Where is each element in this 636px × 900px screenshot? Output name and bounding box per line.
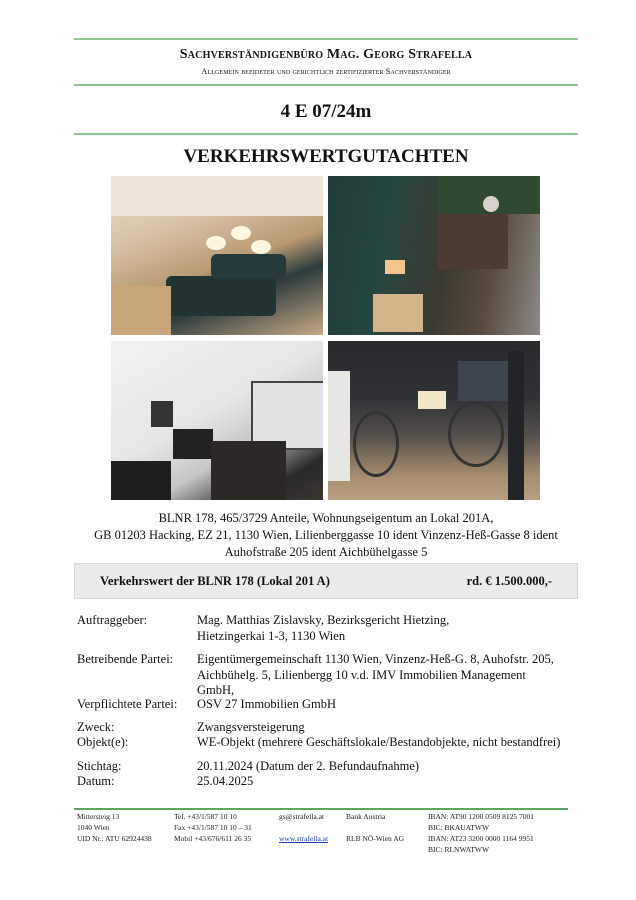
footer-bank1-bic: BIC: BKAUATWW: [428, 823, 490, 832]
date-label: Datum:: [77, 774, 115, 788]
plaintiff-line1: Eigentümergemeinschaft 1130 Wien, Vinzenz-Heß-G. 8, Auhofstr. 205,: [197, 652, 554, 666]
footer-mobile: Mobil +43/676/611 26 35: [174, 834, 252, 843]
property-description-line1: BLNR 178, 465/3729 Anteile, Wohnungseigentum an Lokal 201A,: [158, 511, 494, 525]
footer-bank1-iban: IBAN: AT90 1200 0509 8125 7001: [428, 812, 535, 821]
footer-bank-details: [428, 811, 534, 855]
client-line2: Hietzingerkai 1-3, 1130 Wien: [197, 628, 346, 643]
footer-city: 1040 Wien: [77, 823, 110, 832]
footer-bank1-name: Bank Austria: [346, 812, 386, 821]
info-defendant: [77, 697, 577, 713]
valuation-date-value: 20.11.2024 (Datum der 2. Befundaufnahme): [197, 759, 420, 773]
footer-fax: Fax +43/1/587 10 10 – 31: [174, 823, 252, 832]
client-line1: Mag. Matthias Zislavsky, Bezirksgericht Hietzing,: [197, 613, 450, 627]
case-number: 4 E 07/24m: [280, 101, 372, 122]
object-value: WE-Objekt (mehrere Geschäftslokale/Bestandobjekte, nicht bestandfrei): [197, 735, 561, 749]
footer-contact: [279, 811, 328, 844]
footer-bank2-iban: IBAN: AT23 3200 0000 1164 9951: [428, 834, 534, 843]
firm-name: Sachverständigenbüro Mag. Georg Strafella: [179, 47, 473, 62]
property-description-line3: Auhofstraße 205 ident Aichbühelgasse 5: [224, 545, 428, 559]
plaintiff-line3: GmbH,: [197, 683, 235, 697]
value-summary-amount: rd. € 1.500.000,-: [466, 574, 552, 588]
info-object: [77, 735, 577, 751]
purpose-value: Zwangsversteigerung: [197, 720, 305, 734]
header-bottom-rule: [74, 84, 578, 86]
property-description-line2: GB 01203 Hacking, EZ 21, 1130 Wien, Lilienberggasse 10 ident Vinzenz-Heß-Gasse 8 ident: [94, 528, 558, 542]
footer-tel: Tel. +43/1/587 10 10: [174, 812, 237, 821]
top-rule: [74, 38, 578, 40]
dark-green-lounge-photo: [328, 176, 540, 335]
plaintiff-label: Betreibende Partei:: [77, 652, 174, 666]
info-plaintiff: [77, 652, 577, 700]
footer-bank2-bic: BIC: RLNWATWW: [428, 845, 490, 854]
object-label: Objekt(e):: [77, 735, 129, 749]
property-description: [74, 510, 578, 561]
footer-address: [77, 811, 152, 844]
purpose-label: Zweck:: [77, 720, 115, 734]
footer-email: gs@strafella.at: [279, 812, 325, 821]
valuation-date-label: Stichtag:: [77, 759, 122, 773]
info-client: [77, 613, 577, 645]
footer-banks: [346, 811, 404, 844]
plaintiff-line2: Aichbühelg. 5, Lilienbergg 10 v.d. IMV Immobilien Management: [197, 667, 526, 682]
footer-rule: [74, 808, 568, 810]
footer-uid: UID Nr.: ATU 62924438: [77, 834, 152, 843]
white-office-photo: [111, 341, 323, 500]
firm-subtitle: Allgemein beeideter und gerichtlich zertifizierter Sachverständiger: [201, 66, 451, 76]
defendant-value: OSV 27 Immobilien GmbH: [197, 697, 337, 711]
footer-street: Mittersteig 13: [77, 812, 120, 821]
bike-shop-photo: [328, 341, 540, 500]
living-room-photo: [111, 176, 323, 335]
footer-phones: [174, 811, 252, 844]
client-label: Auftraggeber:: [77, 613, 148, 627]
value-summary-box: [74, 563, 578, 599]
info-purpose: [77, 720, 577, 736]
title-rule: [74, 133, 578, 135]
defendant-label: Verpflichtete Partei:: [77, 697, 178, 711]
footer-website-link[interactable]: www.strafella.at: [279, 834, 329, 843]
document-title: VERKEHRSWERTGUTACHTEN: [183, 146, 469, 167]
value-summary-label: Verkehrswert der BLNR 178 (Lokal 201 A): [100, 574, 330, 588]
date-value: 25.04.2025: [197, 774, 254, 788]
info-valuation-date: [77, 759, 577, 775]
footer-bank2-name: RLB NÖ-Wien AG: [346, 834, 405, 843]
info-date: [77, 774, 577, 790]
